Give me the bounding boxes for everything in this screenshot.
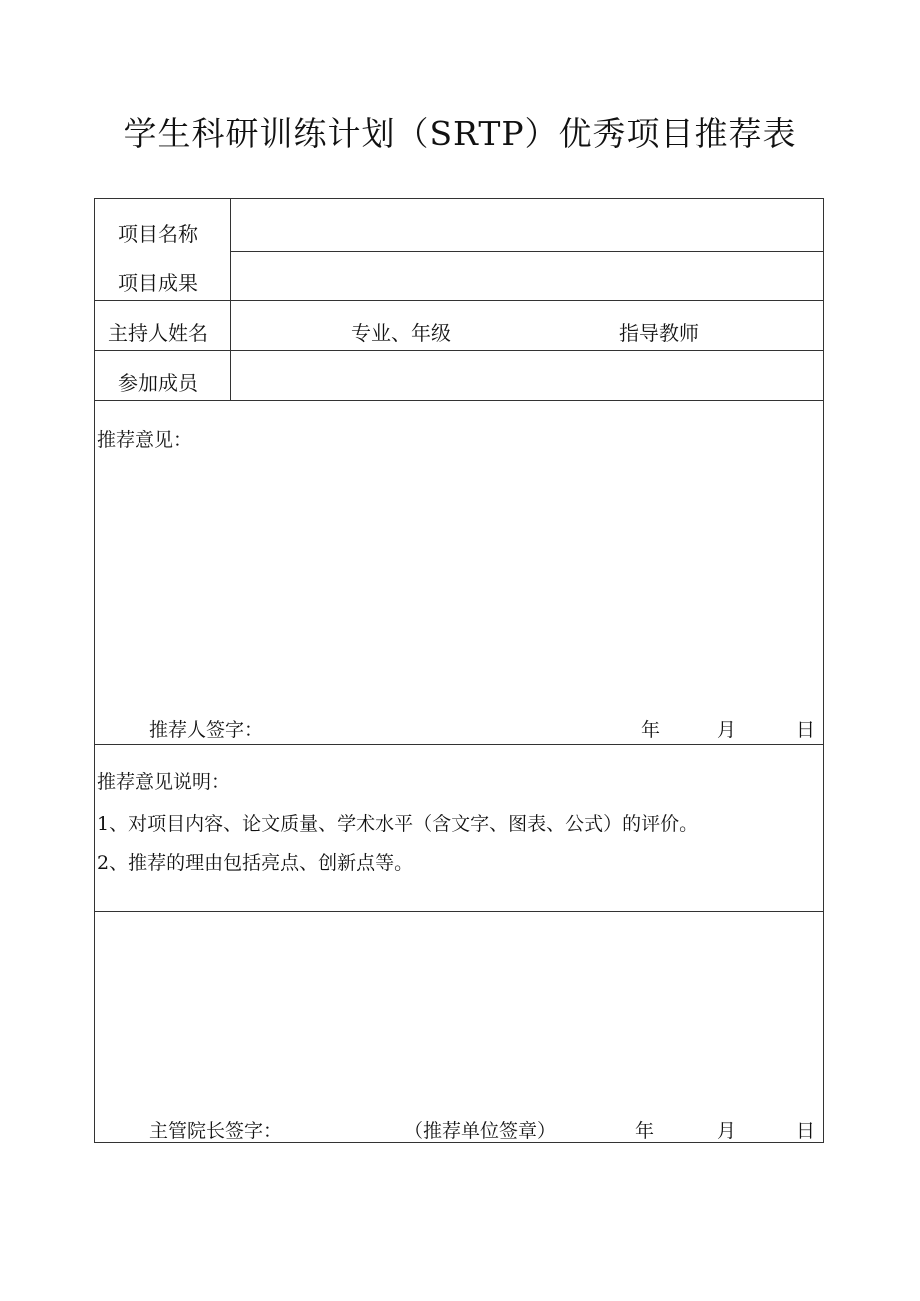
project-name-field[interactable] [231,199,824,300]
notes-item-1: 1、对项目内容、论文质量、学术水平（含文字、图表、公式）的评价。 [97,813,699,835]
host-name-label: 主持人姓名 [108,321,208,345]
recommendation-heading: 推荐意见： [97,429,193,451]
major-grade-field[interactable] [465,301,615,350]
recommendation-day-label: 日 [796,719,816,741]
dean-signature-label: 主管院长签字： [149,1120,283,1142]
page-title: 学生科研训练计划（SRTP）优秀项目推荐表 [123,114,797,153]
project-name-label: 项目名称 [118,222,198,246]
section-divider [95,744,823,745]
recommendation-year-label: 年 [641,719,661,741]
recommendation-text-area[interactable] [95,457,824,707]
recommender-signature-label: 推荐人签字： [149,719,264,741]
host-name-field[interactable] [231,301,341,350]
dean-text-area[interactable] [95,912,824,1102]
recommendation-month-label: 月 [717,719,737,741]
advisor-field[interactable] [707,301,824,350]
dean-year-label: 年 [635,1120,655,1142]
advisor-label: 指导教师 [619,321,699,345]
project-result-label: 项目成果 [118,271,198,295]
dean-day-label: 日 [796,1120,816,1142]
major-grade-label: 专业、年级 [351,321,451,345]
row-divider [95,400,823,401]
notes-item-2: 2、推荐的理由包括亮点、创新点等。 [97,852,414,874]
members-field[interactable] [231,351,824,400]
unit-stamp-label: （推荐单位签章） [404,1120,557,1142]
dean-month-label: 月 [717,1120,737,1142]
members-label: 参加成员 [118,371,198,395]
recommendation-form [94,198,824,1143]
notes-heading: 推荐意见说明： [97,771,231,793]
